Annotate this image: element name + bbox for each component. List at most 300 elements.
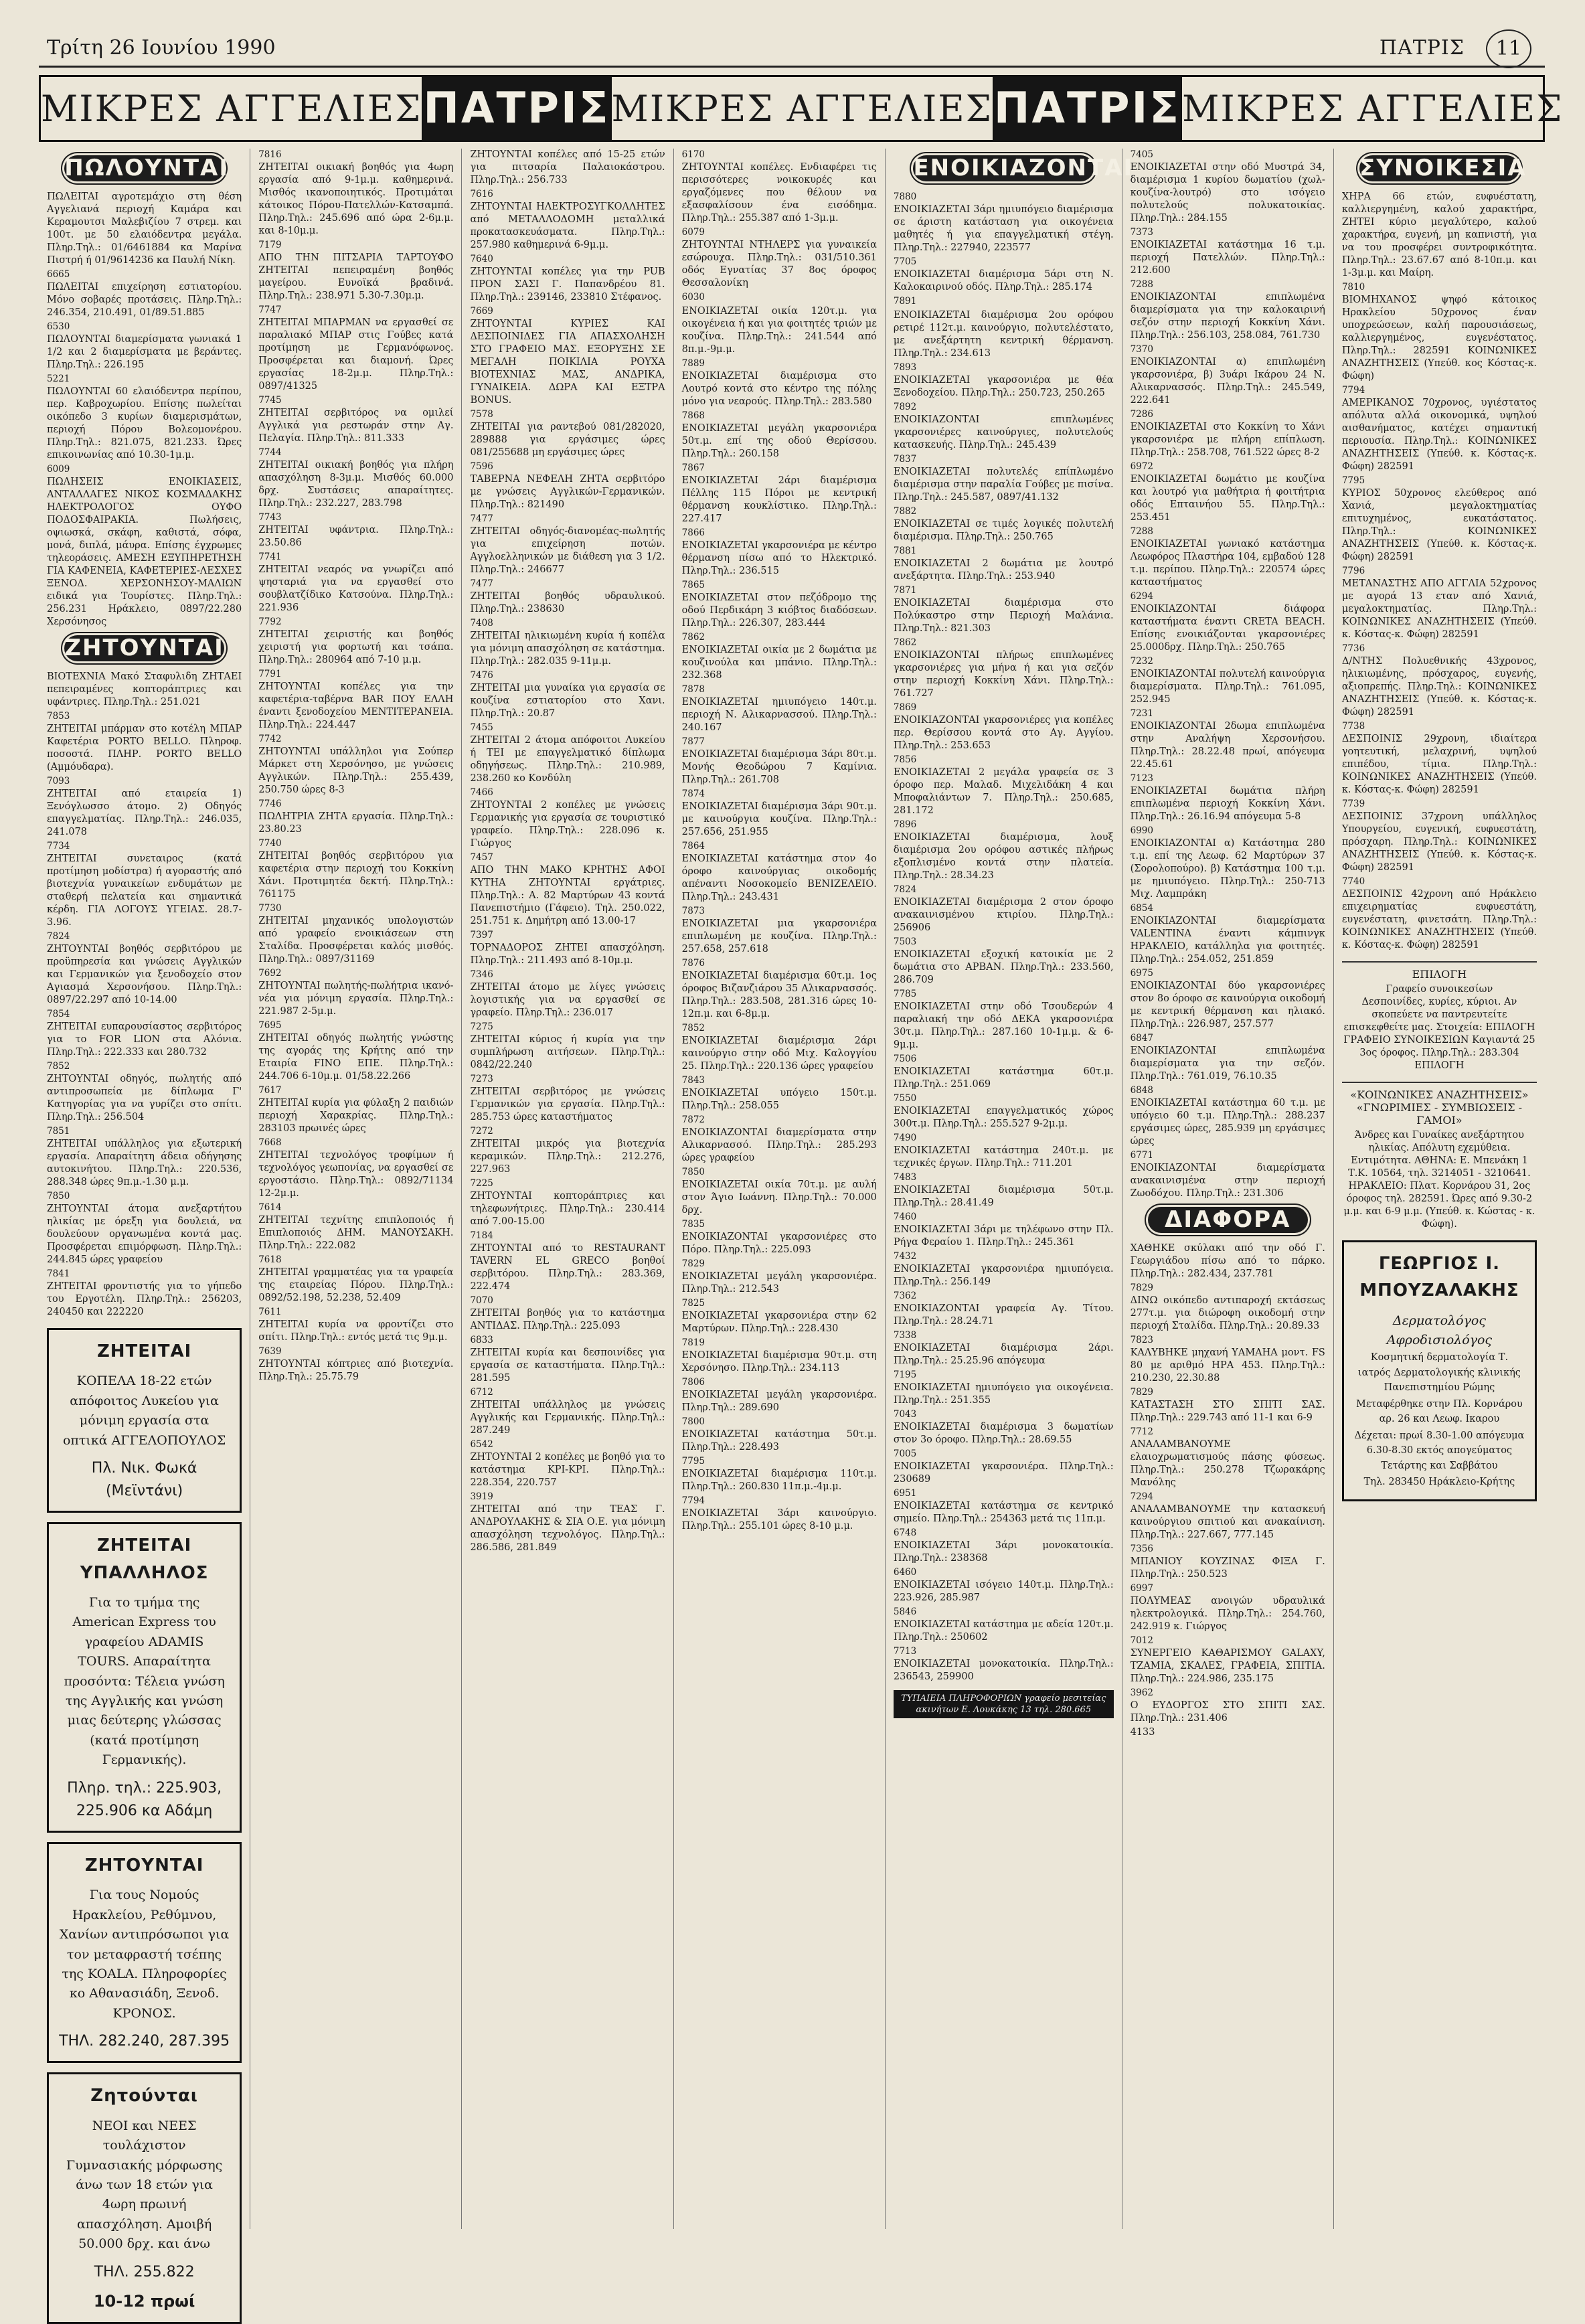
ad-text: ΕΝΟΙΚΙΑΖΕΤΑΙ ημιυπόγειο για οικογένεια. Πληρ.Τηλ.: 251.355 [893,1382,1114,1406]
ad-code: 6997 [1130,1583,1153,1594]
boxed-ad [47,1522,242,1833]
ad-text: ΕΝΟΙΚΙΑΖΕΤΑΙ διαμέρισμα 5άρι στη Ν. Καλοκαιρινού οδός. Πληρ.Τηλ.: 285.174 [893,269,1114,293]
ad-text: ΕΝΟΙΚΙΑΖΟΝΤΑΙ διαμερίσματα VALENTINA έναντι κάμπινγκ ΗΡΑΚΛΕΙΟ, κατάλληλα για φοιτητές. Πληρ.Τηλ.: 254.052, 251.859 [1130,916,1325,965]
classified-ad [894,309,1114,360]
classified-ad [1131,967,1325,1031]
ad-code: 7825 [681,1298,705,1309]
ad-text: ΕΝΟΙΚΙΑΖΕΤΑΙ διαμέρισμα 2 στον όροφο ανακαινισμένου κτιρίου. Πληρ.Τηλ.: 256906 [893,897,1114,933]
ad-code: 7744 [258,447,282,458]
ad-text: ΖΗΤΕΙΤΑΙ κυρία και δεσποινίδες για εργασία σε καταστήματα. Πληρ.Τηλ.: 281.595 [470,1347,665,1384]
classified-ad [1131,278,1325,342]
classified-ad [1131,408,1325,459]
koinonikes-text: Άνδρες και Γυναίκες ανεξάρτητου ηλικίας. Απόλυτη εχεμύθεια. Εντιμότητα. ΑΘΗΝΑ: Ε. Μπενάκη 1 Τ.Κ. 10564, τηλ. 3214051 - 3210641. ΗΡΑΚΛΕΙΟ: Πλατ. Κορνάρου 31, 2ος όροφος τηλ. 282591. Ώρες από 9.30-2 μ.μ. και 6-9 μ.μ. (Υπεύθ. κ. Κώστας - κ. Φώφη). [1343,1130,1535,1230]
ad-code: 7843 [681,1075,705,1086]
ad-text: ΕΝΟΙΚΙΑΖΕΤΑΙ κατάστημα 60 τ.μ. με υπόγειο 60 τ.μ. Πληρ.Τηλ.: 288.237 εργάσιμες ώρες, 285.939 μη εργάσιμες ώρες [1130,1098,1325,1147]
ad-text: ΕΝΟΙΚΙΑΖΕΤΑΙ γωνιακό κατάστημα Λεωφόρος Πλαστήρα 104, εμβαδού 128 τ.μ. περίπου. Πληρ.Τηλ.: 220574 ώρες καταστήματος [1130,539,1325,588]
classified-ad [470,1386,665,1437]
column-2 [250,149,461,2229]
ad-list [1131,149,1325,1200]
ad-text: ΖΗΤΕΙΤΑΙ κυρία για φύλαξη 2 παιδιών περιοχή Χαρακρίας. Πληρ.Τηλ.: 283103 πρωινές ώρες [258,1098,454,1134]
classified-ad [47,930,242,1007]
ad-text: ΒΙΟΤΕΧΝΙΑ Μακό Σταφυλιδη ΖΗΤΑΕΙ πεπειραμένες κοπτοράπτριες και υφάντριες. Πληρ.Τηλ.: 251.021 [47,671,242,708]
ad-code: 7740 [1341,876,1365,887]
ad-code: 7746 [258,799,282,809]
classified-ad [470,1177,665,1228]
ad-code: 7596 [470,461,493,472]
ad-text: ΠΩΛΗΣΕΙΣ ΕΝΟΙΚΙΑΣΕΙΣ, ΑΝΤΑΛΛΑΓΕΣ ΝΙΚΟΣ ΚΟΣΜΑΔΑΚΗΣ ΗΛΕΚΤΡΟΛΟΓΟΣ ΟΥΦΟ ΠΟΔΟΣΦΑΙΡΑΚΙΑ. Πωλήσεις, οψιωσκά, σκάφη, καθιστά, σόφα, μονά, διπλά, μάυρα. Επίσης έγχρωμες τηλεοράσεις. ΑΜΕΣΗ ΕΞΥΠΗΡΕΤΗΣΗ ΓΙΑ ΚΑΦΕΝΕΙΑ, ΚΑΦΕΤΕΡΙΕΣ-ΛΕΣΧΕΣ ΞΕΝΟΔ. ΧΕΡΣΟΝΗΣΟΥ-ΜΑΛΙΩΝ ειδικά για Τουρίστες. Πληρ.Τηλ.: 256.231 Ηράκλειο, 0897/22.280 Χερσόνησος [47,477,242,627]
ad-code: 6294 [1130,591,1153,602]
ad-text: Ο ΕΥΔΟΡΓΟΣ ΣΤΟ ΣΠΙΤΙ ΣΑΣ. Πληρ.Τηλ.: 231.406 [1130,1700,1325,1724]
classified-ad [682,788,877,839]
boxed-ad [47,1842,242,2063]
classified-ad [470,969,665,1019]
ad-text: ΤΑΒΕΡΝΑ ΝΕΦΕΛΗ ΖΗΤΑ σερβιτόρο με γνώσεις Αγγλικών-Γερμανικών. Πληρ.Τηλ.: 821490 [470,474,665,510]
classified-ad [682,1258,877,1296]
ad-code: 6460 [893,1567,917,1578]
koinonikes-heading: «ΚΟΙΝΩΝΙΚΕΣ ΑΝΑΖΗΤΗΣΕΙΣ» «ΓΝΩΡΙΜΙΕΣ - ΣΥΜΒΙΩΣΕΙΣ - ΓΑΜΟΙ» [1350,1088,1529,1127]
classified-ad [894,1132,1114,1170]
ad-text: ΖΗΤΕΙΤΑΙ από την ΤΕΑΣ Γ. ΑΝΔΡΟΥΛΑΚΗΣ & ΣΙΑ Ο.Ε. για μόνιμη απασχόληση τεχνολόγος. Πληρ.Τηλ.: 286.586, 281.849 [470,1504,665,1553]
ad-text: ΕΝΟΙΚΙΑΖΕΤΑΙ κατάστημα 240τ.μ. με τεχνικές έργων. Πληρ.Τηλ.: 711.201 [893,1145,1114,1169]
classified-ad [1131,149,1325,225]
ad-text: ΕΝΟΙΚΙΑΖΕΤΑΙ κατάστημα στον 4ο όροφο καινούργιας οικοδομής απέναντι Νοσοκομείο ΒΕΝΙΖΕΛΕΙΟ. Πληρ.Τηλ.: 243.431 [681,853,877,902]
ad-text: ΕΝΟΙΚΙΑΖΟΝΤΑΙ επιπλωμένα διαμερίσματα για την καλοκαιρινή σεζόν στην περιοχή Κοκκίνη Χάνι. Πληρ.Τηλ.: 256.103, 258.084, 761.730 [1130,292,1325,341]
classified-ad [47,671,242,709]
ad-code: 7872 [681,1114,705,1125]
classified-ad [47,710,242,774]
ad-text: ΧΑΘΗΚΕ σκύλακι από την οδό Γ. Γεωργιάδου πίσω από το πάρκο. Πληρ.Τηλ.: 282.434, 237.781 [1130,1243,1325,1279]
ad-code: 7866 [681,527,705,538]
classified-ad [258,902,453,966]
ad-code: 7275 [470,1021,493,1032]
ad-text: ΕΝΟΙΚΙΑΖΕΤΑΙ διαμέρισμα στο Λουτρό κοντά στο κέντρο της πόλης μόνο για νεαρούς. Πληρ.Τηλ.: 283.580 [681,371,877,407]
ad-code: 7231 [1130,708,1153,719]
ad-text: ΕΝΟΙΚΙΑΖΕΤΑΙ γκαρσονιέρα. Πληρ.Τηλ.: 230689 [893,1461,1114,1485]
ad-code: 7288 [1130,279,1153,290]
ad-code: 7829 [681,1258,705,1269]
ad-code: 7835 [681,1219,705,1230]
classified-ad [682,1455,877,1493]
ad-text: ΖΗΤΕΙΤΑΙ φροντιστής για το γήπεδο του Εργοτέλη. Πληρ.Τηλ.: 256203, 240450 και 222220 [47,1281,242,1317]
classified-ad [1342,643,1537,719]
classified-ad [1131,1386,1325,1424]
ad-code: 6951 [893,1488,917,1499]
ad-text: ΖΗΤΕΙΤΑΙ γραμματέας για τα γραφεία της εταιρείας Πόρου. Πληρ.Τηλ.: 0892/52.198, 52.238, 52.409 [258,1267,454,1303]
ad-code: 7871 [893,585,917,596]
ad-text: ΕΝΟΙΚΙΑΖΟΝΤΑΙ πλήρως επιπλωμένες γκαρσονιέρες για μήνα ή και για σεζόν στην περιοχή Κοκκίνη Χάνι. Πληρ.Τηλ.: 761.727 [893,650,1114,699]
classified-ad [1131,1635,1325,1685]
ad-text: ΖΗΤΕΙΤΑΙ χειριστής και βοηθός χειριστή για φορτωτή και τσάπα. Πληρ.Τηλ.: 280964 από 7-10 μ.μ. [258,629,454,665]
classified-ad [470,929,665,967]
ad-text: ΖΗΤΕΙΤΑΙ νεαρός να γνωρίζει από ψησταριά για να εργασθεί στο σουβλατζίδικο Κατσούνα. Πληρ.Τηλ.: 221.936 [258,564,454,613]
classified-ad [894,256,1114,294]
ad-text: ΖΗΤΕΙΤΑΙ οδηγός-διανομέας-πωλητής για επιχείρηση ποτών. Αγγλοελληνικών με διάθεση για 3 1/2. Πληρ.Τηλ.: 246677 [470,526,665,575]
header-rule [39,66,1545,68]
boxed-ad-phone: Πλ. Νικ. Φωκά (Μεϊντάνι) [91,1460,197,1500]
ad-code: 5221 [47,374,70,384]
ad-text: ΖΗΤΟΥΝΤΑΙ βοηθός σερβιτόρου με προϋπηρεσία και γνώσεις Αγγλικών και Γερμανικών για ξενοδοχείο στον Αγιασμά Χερσονήσου. Πληρ.Τηλ.: 0897/22.297 από 10-14.00 [47,944,242,1005]
ad-code: 7483 [893,1172,917,1183]
ad-text: ΖΗΤΟΥΝΤΑΙ 2 κοπέλες με γνώσεις Γερμανικής για εργασία σε τουριστικό γραφείο. Πληρ.Τηλ.: 228.096 κ. Γιώργος [470,800,665,849]
ad-code: 7736 [1341,643,1365,654]
ad-text: ΕΝΟΙΚΙΑΖΕΤΑΙ ισόγειο 140τ.μ. Πληρ.Τηλ.: 223.926, 285.987 [893,1580,1114,1603]
classified-ad [894,1448,1114,1486]
classified-ad [682,957,877,1021]
ad-text: Δ/ΝΤΗΣ Πολυεθνικής 43χρονος, ηλικιωμένης, πρόσχαρος, ευγενής, αξιοπρεπής. Πληρ.Τηλ.: ΚΟΙΝΩΝΙΚΕΣ ΑΝΑΖΗΤΗΣΕΙΣ (Υπεύθ. κ. Κόστας-κ. Φώφη) 282591 [1341,656,1537,718]
ad-text: ΕΝΟΙΚΙΑΖΟΝΤΑΙ διαμερίσματα στην Αλικαρνασσό. Πληρ.Τηλ.: 285.293 ώρες γραφείου [681,1127,877,1163]
classified-ad [1342,384,1537,473]
ad-text: ΒΙΟΜΗΧΑΝΟΣ ψηφό κάτοικος Ηρακλείου 50χρονος έναν υποχρεώσεων, καλή παρουσιάσεως, καλλιεργημένος, ευγενέστατος. Πληρ.Τηλ.: 282591 ΚΟΙΝΩΝΙΚΕΣ ΑΝΑΖΗΤΗΣΕΙΣ (Υπεύθ. κος Κόστας-κ. Φώφη) [1341,295,1537,382]
ad-code: 7742 [258,734,282,744]
ad-text: ΖΗΤΕΙΤΑΙ ΜΠΑΡΜΑΝ να εργασθεί σε παραλιακό ΜΠΑΡ στις Γούβες κατά προτίμηση με Γερμανόφωνος. Προσφέρεται και διαμονή. Ώρες εργασίας 18-2μ.μ. Πληρ.Τηλ.: 0897/41325 [258,317,454,392]
banner-logo: ΠΑΤΡΙΣ [994,77,1182,140]
ad-text: ΕΝΟΙΚΙΑΖΕΤΑΙ στον πεζόδρομο της οδού Περδικάρη 3 κιόβτος διαδόσεων. Πληρ.Τηλ.: 226.307, 283.444 [681,592,877,629]
classified-ad [1342,191,1537,280]
ad-text: ΖΗΤΕΙΤΑΙ από εταιρεία 1) Ξενόγλωσσο άτομο. 2) Οδηγός επαγγελματίας. Πληρ.Τηλ.: 246.035, 241.078 [47,788,242,837]
ad-text: ΖΗΤΕΙΤΑΙ βοηθός υδραυλικού. Πληρ.Τηλ.: 238630 [470,591,665,614]
ad-code: 7864 [681,841,705,851]
column-4 [673,149,885,2229]
classified-ad [894,819,1114,882]
ad-code: 7850 [47,1191,70,1201]
doctor-moved: Μεταφέρθηκε στην Πλ. Κορνάρου αρ. 26 και Λεωφ. Ικαρου [1356,1398,1523,1425]
ad-text: ΠΟΛΥΜΕΑΣ ανοιγών υδραυλικά ηλεκτρολογικά. Πληρ.Τηλ.: 254.760, 242.919 κ. Γιώργος [1130,1596,1325,1632]
boxed-ad [47,1328,242,1513]
banner-title: ΜΙΚΡΕΣ ΑΓΓΕΛΙΕΣ [41,77,423,140]
ad-code: 7184 [470,1230,493,1241]
ad-code: 3919 [470,1491,493,1502]
classified-ad [894,1487,1114,1525]
classified-ad [470,1491,665,1554]
ad-text: ΔΙΝΩ οικόπεδο αντιπαροχή εκτάσεως 277τ.μ. για διώροφη οικοδομή στην περιοχή Σταλίδα. Πληρ.Τηλ.: 20.89.33 [1130,1295,1325,1331]
ad-code: 7370 [1130,344,1153,355]
classified-ad [1131,825,1325,901]
classified-ad [1131,1582,1325,1633]
classified-ad [894,1250,1114,1289]
ad-list [1131,1242,1325,1725]
ad-code: 6771 [1130,1150,1153,1161]
ad-text: ΖΗΤΕΙΤΑΙ συνεταιρος (κατά προτίμηση μοδίστρα) ή αγοραστής από βιοτεχνία γυναικείων ενδυμάτων με σταθερή πελατεία και σημαντικά κέρδη. ΓΙΑ ΛΟΓΟΥΣ ΥΓΕΙΑΣ. 28.7-3.96. [47,853,242,928]
ad-code: 6748 [893,1527,917,1538]
ad-code: 7876 [681,958,705,969]
ad-code: 7743 [258,512,282,523]
ad-code: 7854 [47,1009,70,1019]
ad-text: ΕΝΟΙΚΙΑΖΕΤΑΙ εξοχική κατοικία με 2 δωμάτια στο ΑΡΒΑΝ. Πληρ.Τηλ.: 233.560, 286.709 [893,949,1114,985]
ad-text: ΕΝΟΙΚΙΑΖΕΤΑΙ δωμάτιο με κουζίνα και λουτρό για μαθήτρια ή φοιτήτρια οδός Επταινήου 55. Πληρ.Τηλ.: 253.451 [1130,474,1325,523]
ad-list [682,149,877,1533]
ad-list [258,149,453,1384]
ad-text: ΕΝΟΙΚΙΑΖΕΤΑΙ μεγάλη γκαρσονιέρα. Πληρ.Τηλ.: 212.543 [681,1271,877,1295]
ad-text: ΕΝΟΙΚΙΑΖΕΤΑΙ διαμέρισμα 3 δωματίων στον 3ο όροφο. Πληρ.Τηλ.: 28.69.55 [893,1422,1114,1445]
classified-ad [470,408,665,459]
section-heading-enoikiazontai: ΕΝΟΙΚΙΑΖΟΝΤΑΙ [913,155,1134,181]
ad-code: 7362 [893,1291,917,1301]
ad-code: 7739 [1341,799,1365,809]
ad-code: 7741 [258,552,282,562]
classified-ad [470,578,665,616]
ad-code: 7455 [470,722,493,733]
ad-code: 7785 [893,989,917,999]
classified-ad [1131,343,1325,407]
ad-text: ΕΝΟΙΚΙΑΖΕΤΑΙ 3άρι με τηλέφωνο στην Πλ. Ρήγα Φεραίου 1. Πληρ.Τηλ.: 245.361 [893,1224,1114,1248]
ad-code: 7738 [1341,721,1365,732]
ad-code: 7123 [1130,773,1153,784]
ad-code: 7795 [1341,475,1365,486]
ad-code: 7841 [47,1268,70,1279]
ad-code: 6542 [470,1439,493,1450]
classified-ad [258,668,453,732]
classified-ad [1131,1687,1325,1725]
ad-list [1342,191,1537,952]
classified-ad [894,754,1114,817]
ad-text: ΖΗΤΕΙΤΑΙ τεχνίτης επιπλοποιός ή Επιπλοποιός ΔΗΜ. ΜΑΝΟΥΣΑΚΗ. Πληρ.Τηλ.: 222.082 [258,1215,454,1251]
classified-ad [258,1019,453,1083]
ad-text: ΕΝΟΙΚΙΑΖΕΤΑΙ 2 δωμάτια με λουτρό ανεξάρτητα. Πληρ.Τηλ.: 253.940 [893,558,1114,582]
classified-ad [894,701,1114,752]
ad-text: ΚΑΤΑΣΤΑΣΗ ΣΤΟ ΣΠΙΤΙ ΣΑΣ. Πληρ.Τηλ.: 229.743 από 11-1 και 6-9 [1130,1400,1325,1423]
classified-ad [682,410,877,461]
classified-ad [470,513,665,576]
classified-ad [894,453,1114,504]
classified-ad [682,631,877,682]
classified-ad [1342,798,1537,874]
ad-text: ΖΗΤΟΥΝΤΑΙ ΝΤΗΛΕΡΣ για γυναικεία εσώρουχα. Πληρ.Τηλ.: 031/510.361 οδός Εγνατίας 37 8ος όροφος Θεσσαλονίκη [681,240,877,288]
ad-text: ΖΗΤΟΥΝΤΑΙ κοπέλες για την καφετέρια-ταβέρνα BAR ΠΟΥ ΕΛΛΗ έναντι ξενοδοχείου ΜΕΝΤΙΤΕΡΑΝΕΙΑ. Πληρ.Τηλ.: 224.447 [258,681,454,730]
classified-ad [1131,1032,1325,1083]
classified-ad [894,1527,1114,1565]
classified-ad [1131,525,1325,589]
ad-code: 7880 [893,191,917,202]
ad-text: ΖΗΤΟΥΝΤΑΙ ΚΥΡΙΕΣ ΚΑΙ ΔΕΣΠΟΙΝΙΔΕΣ ΓΙΑ ΑΠΑΣΧΟΛΗΣΗ ΣΤΟ ΓΡΑΦΕΙΟ ΜΑΣ. ΕΞΟΡΥΞΗΣ ΣΕ ΜΕΓΑΛΗ ΠΟΙΚΙΛΙΑ ΡΟΥΧΑ ΒΙΟΤΕΧΝΙΑΣ ΜΑΣ, ΑΝΔΡΙΚΑ, ΓΥΝΑΙΚΕΙΑ. ΔΩΡΑ ΚΑΙ ΕΞΤΡΑ BONUS. [470,319,665,406]
ad-code: 7477 [470,578,493,589]
classified-ad [258,394,453,445]
classified-ad [682,291,877,304]
ad-text: ΖΗΤΕΙΤΑΙ βοηθός για το κατάστημα ΑΝΤΙΔΑΣ. Πληρ.Τηλ.: 225.093 [470,1308,665,1331]
classified-ad [894,191,1114,254]
ad-text: ΑΝΑΛΑΜΒΑΝΟΥΜΕ την κατασκευή καινούργιου σπιτιού και ανακαίνιση. Πληρ.Τηλ.: 227.667, 777.145 [1130,1504,1325,1540]
ad-text: ΕΝΟΙΚΙΑΖΕΤΑΙ διαμέρισμα 90τ.μ. στη Χερσόνησο. Πληρ.Τηλ.: 234.113 [681,1350,877,1374]
ad-code: 7856 [893,754,917,765]
ad-code: 7829 [1130,1387,1153,1398]
classified-ad [1131,1491,1325,1542]
classified-ad [1342,281,1537,383]
classified-ad [470,669,665,720]
ad-text: ΕΝΟΙΚΙΑΖΟΝΤΑΙ γραφεία Αγ. Τίτου. Πληρ.Τηλ.: 28.24.71 [893,1303,1114,1327]
doctor-text: Κοσμητική δερματολογία Τ. ιατρός Δερματολογικής κλινικής Πανεπιστημίου Ρώμης [1357,1352,1521,1394]
ad-text: ΖΗΤΕΙΤΑΙ υφάντρια. Πληρ.Τηλ.: 23.50.86 [258,525,454,548]
ad-code: 7862 [681,632,705,643]
ad-code: 6530 [47,321,70,332]
ad-text: ΕΝΟΙΚΙΑΖΟΝΤΑΙ α) επιπλωμένη γκαρσονιέρα, β) 3υάρι Ικάρου 24 Ν. Αλικαρνασσός. Πληρ.Τηλ.: 245.549, 222.641 [1130,357,1325,406]
ad-code: 6854 [1130,903,1153,914]
ad-text: ΖΗΤΟΥΝΤΑΙ υπάλληλοι για Σούπερ Μάρκετ στη Χερσόνησο, με γνώσεις Αγγλικών. Πληρ.Τηλ.: 255.439, 250.750 ώρες 8-3 [258,746,454,795]
ad-text: ΕΝΟΙΚΙΑΖΕΤΑΙ οικία 120τ.μ. για οικογένεια ή και για φοιτητές τριών με κουζίνα. Πληρ.Τηλ.: 241.544 από 8π.μ.-9μ.μ. [681,306,877,355]
classified-ad [258,1254,453,1305]
classified-ad [682,1337,877,1375]
ad-code: 7272 [470,1126,493,1137]
classified-ad [894,884,1114,934]
boxed-ad-text: ΚΟΠΕΛΑ 18-22 ετών απόφοιτος Λυκείου για μόνιμη εργασία στα οπτικά ΑΓΓΕΛΟΠΟΥΛΟΣ [62,1374,226,1448]
ad-code: 7896 [893,819,917,830]
newspaper-page [39,27,1564,2311]
ad-code: 7889 [681,358,705,369]
ad-text: ΕΝΟΙΚΙΑΖΕΤΑΙ μεγάλη γκαρσονιέρα. Πληρ.Τηλ.: 289.690 [681,1390,877,1413]
ad-text: ΕΝΟΙΚΙΑΖΕΤΑΙ οικία 70τ.μ. με αυλή στον Άγιο Ιωάννη. Πληρ.Τηλ.: 70.000 δρχ. [681,1179,877,1216]
classified-ad [682,1495,877,1533]
ad-text: ΕΝΟΙΚΙΑΖΟΝΤΑΙ επιπλωμένα διαμερίσματα για την σεζόν. Πληρ.Τηλ.: 761.019, 76.10.35 [1130,1046,1325,1082]
ad-text: ΑΜΕΡΙΚΑΝΟΣ 70χρονος, υγιέστατος απόλυτα αλλά οικονομικά, υψηλού αισθανήματος, κατέχει σημαντική περιουσία. Πληρ.Τηλ.: ΚΟΙΝΩΝΙΚΕΣ ΑΝΑΖΗΤΗΣΕΙΣ (Υπεύθ. κ. Κόστας-κ. Φώφη) 282591 [1341,398,1537,472]
ad-code: 7712 [1130,1426,1153,1437]
classified-ad [47,268,242,319]
ad-code: 7294 [1130,1491,1153,1502]
classified-ad [894,1211,1114,1249]
boxed-ad [47,2072,242,2324]
column-7 [1333,149,1545,2229]
ad-list [894,191,1114,1683]
classified-ad [682,1114,877,1165]
ad-text: ΕΝΟΙΚΙΑΖΕΤΑΙ μια γκαρσονιέρα επιπλωμένη με κουζίνα. Πληρ.Τηλ.: 257.658, 257.618 [681,918,877,954]
ad-list [47,671,242,1319]
boxed-ad-heading: ΖΗΤΕΙΤΑΙ ΥΠΑΛΛΗΛΟΣ [80,1536,209,1583]
classified-ad [894,1566,1114,1604]
ad-text: ΕΝΟΙΚΙΑΖΕΤΑΙ μονοκατοικία. Πληρ.Τηλ.: 236543, 259900 [893,1659,1114,1682]
ad-text: ΕΝΟΙΚΙΑΖΕΤΑΙ διαμέρισμα 2άρι. Πληρ.Τηλ.: 25.25.96 απόγευμα [893,1343,1114,1366]
ad-code: 7877 [681,736,705,747]
boxed-ad-heading: ΖΗΤΟΥΝΤΑΙ [84,1855,204,1876]
ad-text: ΠΩΛΕΙΤΑΙ αγροτεμάχιο στη θέση Αγγελιανά περιοχή Καμάρα και Κεραμουτσι Μαλεβιζίου 7 στρεμ. και 100τ. με 50 ελαιόδεντρα μεγάλα. Πληρ.Τηλ.: 01/6461884 κα Μαρίνα Πιστρή ή 01/9614236 κα Παυλή Νίκη. [47,191,242,266]
ad-text: ΖΗΤΟΥΝΤΑΙ 2 κοπέλες με βοηθό για το κατάστημα ΚΡΙ-ΚΡΙ. Πληρ.Τηλ.: 228.354, 220.757 [470,1452,665,1488]
ad-text: ΖΗΤΟΥΝΤΑΙ από το RESTAURANT TAVERN EL GRECO βοηθοί σερβιτόρου. Πληρ.Τηλ.: 283.369, 222.474 [470,1243,665,1292]
ad-text: ΖΗΤΟΥΝΤΑΙ άτομα ανεξαρτήτου ηλικίας με όρεξη για δουλειά, να δουλεύουν οργανωμένα κοντά μας. Προσφέρεται επιμόρφωση. Πληρ.Τηλ.: 244.845 ώρες γραφείου [47,1204,242,1265]
ad-text: ΕΝΟΙΚΙΑΖΕΤΑΙ 3άρι ημιυπόγειο διαμέρισμα σε άριστη κατάσταση για οικογένεια μαθητές ή για επαγγελματική στέγη. Πληρ.Τηλ.: 227940, 223577 [893,204,1114,253]
classified-ad [47,1125,242,1189]
classified-ad [47,1008,242,1059]
ad-code: 6079 [681,227,705,238]
ad-text: ΕΝΟΙΚΙΑΖΟΝΤΑΙ γκαρσονιέρες για κοπέλες περ. Θερίσσου κοντά στο Αγ. Αγγίου. Πληρ.Τηλ.: 253.653 [893,715,1114,751]
ad-code: 7356 [1130,1544,1153,1554]
ad-text: ΕΝΟΙΚΙΑΖΕΤΑΙ στο Κοκκίνη το Χάνι γκαρσονιέρα με πλήρη επίπλωση. Πληρ.Τηλ.: 258.708, 761.522 ώρες 8-2 [1130,422,1325,458]
ad-code: 7862 [893,637,917,648]
ad-text: ΕΝΟΙΚΙΑΖΕΤΑΙ ημιυπόγειο 140τ.μ. περιοχή Ν. Αλικαρνασσού. Πληρ.Τηλ.: 240.167 [681,697,877,733]
ad-text: ΑΝΑΛΑΜΒΑΝΟΥΜΕ ελαιοχρωματισμούς πάσης φύσεως. Πληρ.Τηλ.: 250.278 Τζωρακάρης Μανόλης [1130,1439,1325,1488]
column-5 [885,149,1134,2229]
classified-ad [894,401,1114,452]
ad-code: 7705 [893,256,917,267]
ad-text: ΕΝΟΙΚΙΑΖΕΤΑΙ διαμέρισμα 3άρι 80τ.μ. Μονής Θεοδώρου 7 Καμίνια. Πληρ.Τηλ.: 261.708 [681,749,877,785]
ad-code: 7794 [681,1495,705,1506]
ad-code: 4133 [1130,1727,1155,1738]
ad-code: 7346 [470,969,493,980]
classified-ad [894,505,1114,544]
classified-ad [258,1201,453,1252]
ad-text: ΖΗΤΟΥΝΤΑΙ οδηγός, πωλητής από αντιπροσωπεία με δίπλωμα Γ' Κατηγορίας για να γυρίζει στο σπίτι. Πληρ.Τηλ.: 256.504 [47,1074,242,1123]
classified-ad [47,775,242,839]
epilogi-heading: ΕΠΙΛΟΓΗ [1412,968,1467,981]
classified-ad [682,736,877,786]
ad-text: ΕΝΟΙΚΙΑΖΕΤΑΙ 2 μεγάλα γραφεία σε 3 όροφο περ. Μαλαδ. Μιχελιδάκη 4 και Μποφαλιάντων 7. Πληρ.Τηλ.: 250.685, 281.172 [893,767,1114,816]
ad-text: ΕΝΟΙΚΙΑΖΕΤΑΙ κατάστημα 50τ.μ. Πληρ.Τηλ.: 228.493 [681,1429,877,1452]
ad-code: 7617 [258,1085,282,1096]
ad-code: 7640 [470,254,493,264]
ad-text: ΚΑΛΥΒΗΚΕ μηχανή ΥΑΜΑΗΑ μοντ. FS 80 με αριθμό ΗΡΑ 453. Πληρ.Τηλ.: 210.230, 22.30.88 [1130,1347,1325,1384]
classified-ad [1342,565,1537,641]
boxed-ads [47,1328,242,2324]
ad-code: 7338 [893,1330,917,1341]
classified-ad [894,1606,1114,1644]
classified-ad [1131,772,1325,823]
ad-text: ΕΝΟΙΚΙΑΖΕΤΑΙ γκαρσονιέρα με κέντρο θέρμανση πίσω από το Ηλεκτρικό. Πληρ.Τηλ.: 236.515 [681,540,877,576]
ad-code: 7432 [893,1251,917,1262]
notice-banner: ΤΥΠΑΙΕΙΑ ΠΛΗΡΟΦΟΡΙΩΝ γραφείο μεσιτείας ακινήτων Ε. Λουκάκης 13 τηλ. 280.665 [894,1690,1114,1718]
ad-text: ΜΠΑΝΙΟΥ ΚΟΥΖΙΝΑΣ ΦΙΞΑ Γ. Πληρ.Τηλ.: 250.523 [1130,1556,1325,1580]
classified-ad [894,1645,1114,1683]
boxed-ad-text: ΝΕΟΙ και ΝΕΕΣ τουλάχιστον Γυμνασιακής μόρφωσης άνω των 18 ετών για 4ωρη πρωινή απασχόληση. Αμοιβή 50.000 δρχ. και άνω [66,2118,223,2252]
ad-code: 5846 [893,1606,917,1617]
ad-text: ΕΝΟΙΚΙΑΖΕΤΑΙ κατάστημα με αδεία 120τ.μ. Πληρ.Τηλ.: 250602 [893,1619,1114,1643]
classified-ad [470,617,665,668]
ad-text: ΖΗΤΕΙΤΑΙ άτομο με λίγες γνώσεις λογιστικής για να εργασθεί σε γραφείο. Πληρ.Τηλ.: 236.017 [470,982,665,1018]
ad-text: ΕΝΟΙΚΙΑΖΕΤΑΙ σε τιμές λογικές πολυτελή διαμέρισμα. Πληρ.Τηλ.: 250.765 [893,519,1114,542]
ad-text: ΕΝΟΙΚΙΑΖΟΝΤΑΙ διάφορα καταστήματα έναντι CRETA BEACH. Επίσης ενοικιάζονται γκαρσονιέρες 25.000δρχ. Πληρ.Τηλ.: 250.765 [1130,604,1325,653]
classified-ad [470,1334,665,1385]
ad-code: 7792 [258,616,282,627]
classified-ad [1131,226,1325,277]
ad-text: ΕΝΟΙΚΙΑΖΕΤΑΙ υπόγειο 150τ.μ. Πληρ.Τηλ.: 258.055 [681,1088,877,1111]
ad-code: 7869 [893,702,917,713]
classified-ad [258,967,453,1018]
classified-ad [1342,876,1537,952]
ad-code: 7837 [893,454,917,465]
classified-ad [470,786,665,850]
ad-code: 6170 [681,149,705,160]
ad-text: ΕΝΟΙΚΙΑΖΕΤΑΙ γκαρσονιέρα με θέα Ξενοδοχείου. Πληρ.Τηλ.: 250.723, 250.265 [893,375,1114,398]
classified-ad [682,149,877,225]
ad-code: 7550 [893,1093,917,1104]
ad-code: 6833 [470,1335,493,1345]
classified-ad [682,905,877,956]
classified-ad [1131,902,1325,966]
ad-code: 7466 [470,787,493,798]
ad-text: ΖΗΤΕΙΤΑΙ 2 άτομα απόφοιτοι Λυκείου ή ΤΕΙ με επαγγελματικό δίπλωμα οδηγήσεως. Πληρ.Τηλ.: 210.989, 238.260 κο Κονδύλη [470,735,665,784]
classified-ad [1131,1543,1325,1581]
section-heading-synoikesia: ΣΥΝΟΙΚΕΣΙΑ [1359,155,1527,181]
epilogi-ad [1342,961,1537,1072]
ad-code: 7878 [681,684,705,695]
classified-ad [682,1074,877,1112]
ad-text: ΕΝΟΙΚΙΑΖΕΤΑΙ διαμέρισμα 110τ.μ. Πληρ.Τηλ.: 260.830 11π.μ.-4μ.μ. [681,1469,877,1492]
ad-text: ΖΗΤΟΥΝΤΑΙ κοπέλες για την PUB ΠΡΟΝ ΣΑΣΙ Γ. Παπανδρέου 81. Πληρ.Τηλ.: 239146, 233810 Στέφανος. [470,266,665,303]
classified-ad [470,851,665,928]
classified-ad [1131,655,1325,706]
ad-text: ΖΗΤΕΙΤΑΙ βοηθός σερβιτόρου για καφετέρια στην περιοχή του Κοκκίνη Χάνι. Προτιμητέα δεκτή. Πληρ.Τηλ.: 761175 [258,851,454,900]
ad-code: 7005 [893,1448,917,1459]
ad-code: 6665 [47,269,70,280]
ad-text: ΕΝΟΙΚΙΑΖΕΤΑΙ 3άρι μονοκατοικία. Πληρ.Τηλ.: 238368 [893,1540,1114,1564]
ad-text: ΖΗΤΕΙΤΑΙ ευπαρουσίαστος σερβιτόρος για το FOR LION στα Αλόνια. Πληρ.Τηλ.: 222.333 και 280.732 [47,1021,242,1058]
ad-code: 7692 [258,968,282,979]
ad-code: 6972 [1130,461,1153,472]
classified-ad [682,1416,877,1454]
ad-text: ΕΝΟΙΚΙΑΖΟΝΤΑΙ α) Κατάστημα 280 τ.μ. επί της Λεωφ. 62 Μαρτύρων 37 (Σορολοπούρο). β) Κατάστημα 100 τ.μ. με ημιυπόγειο. Πληρ.Τηλ.: 250-713 Μιχ. Λαμπράκη [1130,838,1325,900]
ad-text: ΖΗΤΟΥΝΤΑΙ κόπτριες από βιοτεχνία. Πληρ.Τηλ.: 25.75.79 [258,1359,454,1382]
ad-code: 7881 [893,546,917,556]
ad-code: 7273 [470,1074,493,1084]
ad-text: ΣΥΝΕΡΓΕΙΟ ΚΑΘΑΡΙΣΜΟΥ GALAXY, ΤΖΑΜΙΑ, ΣΚΑΛΕΣ, ΓΡΑΦΕΙΑ, ΣΠΙΤΙΑ. Πληρ.Τηλ.: 224.986, 235.175 [1130,1648,1325,1684]
ad-text: ΕΝΟΙΚΙΑΖΕΤΑΙ επαγγελματικός χώρος 300τ.μ. Πληρ.Τηλ.: 255.527 9-2μ.μ. [893,1106,1114,1129]
ad-text: ΕΝΟΙΚΙΑΖΕΤΑΙ στην οδό Τσουδερών 4 παραλιακή την οδό ΔΕΚΑ γκαρσονιέρα 30τ.μ. Πληρ.Τηλ.: 287.160 10-1μ.μ. & 6-9μ.μ. [893,1001,1114,1050]
ad-code: 7639 [258,1346,282,1357]
classified-ad [894,1290,1114,1328]
